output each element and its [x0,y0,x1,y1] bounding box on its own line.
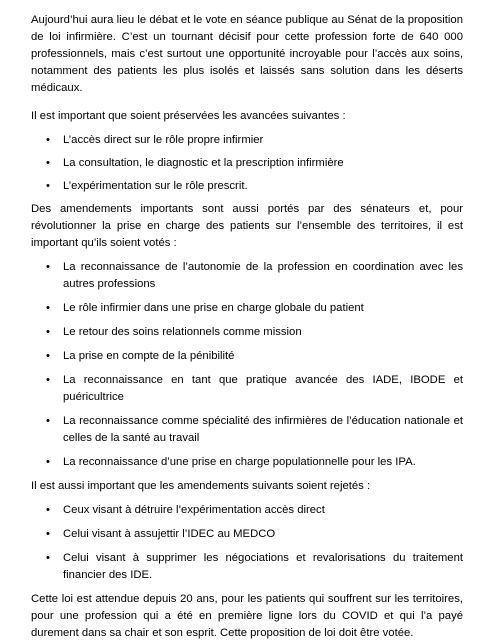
bullet-icon: • [46,180,50,192]
intro-paragraph: Aujourd’hui aura lieu le débat et le vote en séance publique au Sénat de la proposition de loi infirmière. C’est un tournant décisif pour cette profession forte de 640 000 professionnels, mais c’est surtout une opportunité incroyable pour l’accès aux soins, notamment des patients les plus isolés et laissés sans solution dans les déserts médicaux. [31,14,463,94]
preserved-intro: Il est important que soient préservées les avancées suivantes : [31,110,346,122]
amendments-intro: Des amendements importants sont aussi portés par des sénateurs et, pour révolutionner la prise en charge des patients sur l’ensemble des territoires, il est important qu’ils soient votés : [31,203,463,249]
list-item [31,300,463,317]
amendments-list [31,259,463,471]
rejected-intro: Il est aussi important que les amendements suivants soient rejetés : [31,480,371,492]
bullet-icon: • [46,456,50,468]
list-item [31,502,463,519]
list-item-text: La prise en compte de la pénibilité [63,350,235,362]
bullet-icon: • [46,415,50,427]
closing-paragraph: Cette loi est attendue depuis 20 ans, pour les patients qui souffrent sur les territoires, pour une profession qui a été en première ligne lors du COVID et qui l’a payé durement dans sa chair et son esprit. Cette proposition de loi doit être votée. [31,593,463,639]
list-item [31,132,463,149]
list-item [31,324,463,341]
list-item-text: La reconnaissance d’une prise en charge populationnelle pour les IPA. [63,456,416,468]
list-item [31,413,463,447]
bullet-icon: • [46,528,50,540]
list-item [31,259,463,293]
list-item [31,178,463,195]
list-item [31,550,463,584]
list-item-text: Le rôle infirmier dans une prise en charge globale du patient [63,302,364,314]
bullet-icon: • [46,261,50,273]
list-item-text: La reconnaissance comme spécialité des infirmières de l’éducation nationale et celles de la santé au travail [63,415,463,444]
bullet-icon: • [46,302,50,314]
bullet-icon: • [46,134,50,146]
list-item [31,372,463,406]
list-item [31,155,463,172]
bullet-icon: • [46,157,50,169]
list-item-text: Le retour des soins relationnels comme mission [63,326,302,338]
bullet-icon: • [46,552,50,564]
list-item-text: Celui visant à supprimer les négociations et revalorisations du traitement financier des IDE. [63,552,463,581]
bullet-icon: • [46,326,50,338]
list-item-text: Celui visant à assujettir l’IDEC au MEDCO [63,528,276,540]
list-item-text: La consultation, le diagnostic et la prescription infirmière [63,157,344,169]
list-item [31,526,463,543]
list-item-text: La reconnaissance en tant que pratique avancée des IADE, IBODE et puéricultrice [63,374,463,403]
bullet-icon: • [46,350,50,362]
bullet-icon: • [46,374,50,386]
list-item-text: Ceux visant à détruire l’expérimentation accès direct [63,504,325,516]
preserved-list [31,132,463,195]
bullet-icon: • [46,504,50,516]
rejected-list [31,502,463,584]
list-item-text: L’accès direct sur le rôle propre infirmier [63,134,264,146]
list-item [31,454,463,471]
list-item-text: L’expérimentation sur le rôle prescrit. [63,180,248,192]
list-item [31,348,463,365]
list-item-text: La reconnaissance de l’autonomie de la profession en coordination avec les autres professions [63,261,463,290]
